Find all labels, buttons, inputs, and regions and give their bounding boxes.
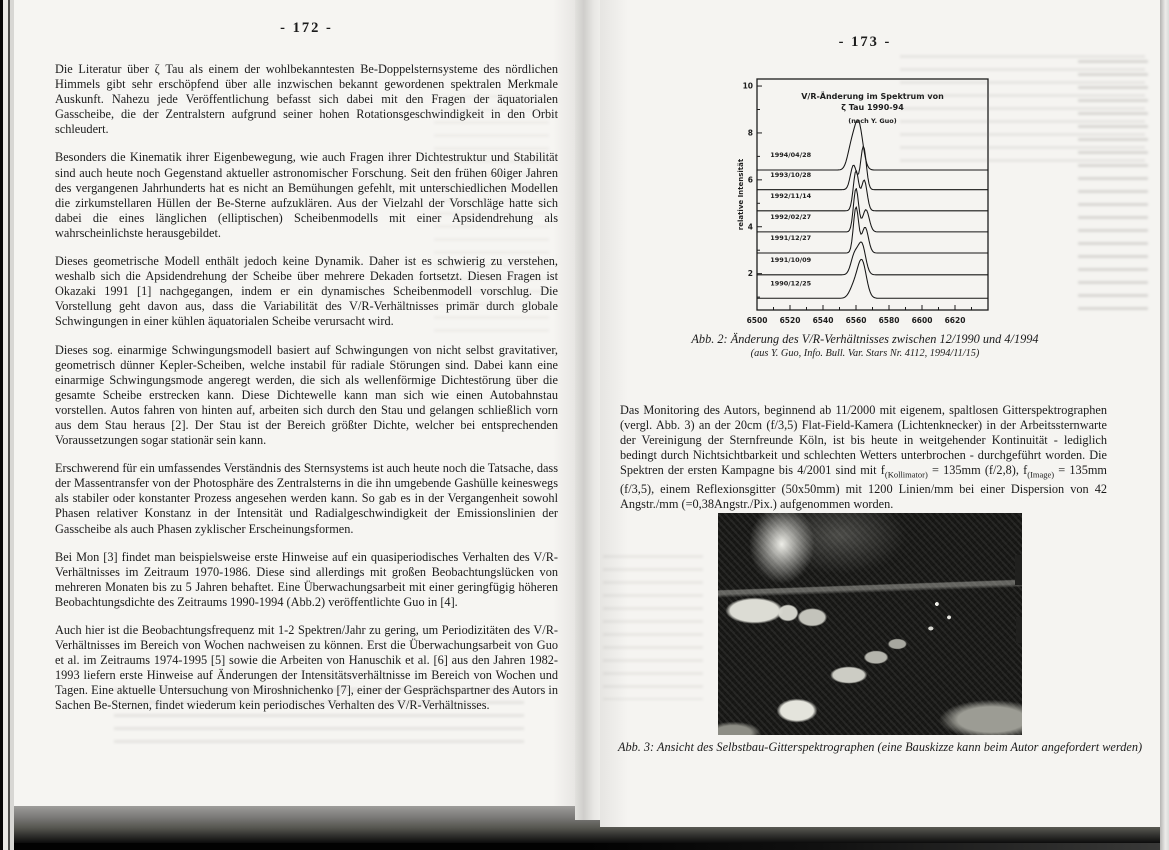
svg-text:6: 6	[747, 175, 753, 185]
page-number-right: - 173 -	[838, 34, 892, 50]
left-paragraph-1: Die Literatur über ζ Tau als einem der wohlbekanntesten Be-Doppelsternsysteme des nördlichen Himmels gibt sehr erschöpfend über alle inzwischen bekannt gewordenen spektralen Merkmale Auskunft. Nahezu jede Veröffentlichung befasst sich dabei mit den Fragen der äquatorialen Gasscheibe, die der Zentralstern aufgrund seiner hohen Rotationsgeschwindigkeit in den Orbit schleudert.	[55, 62, 558, 137]
left-paragraph-7: Auch hier ist die Beobachtungsfrequenz mit 1-2 Spektren/Jahr zu gering, um Periodizitäten des V/R-Verhältnisses im Bereich von Wochen nachweisen zu können. Erst die Überwachungsarbeit von Guo et al. im Zeitraums 1974-1995 [5] sowie die Arbeiten von Hanuschik et al. [6] aus den Jahren 1982-1993 liefern erste Hinweise auf Änderungen der Intensitätsverhältnisse im Bereich von Wochen und Tagen. Eine aktuelle Untersuchung von Miroshnichenko [7], einer der Gesprächspartner des Autors in Sachen Be-Sternen, findet wiederum kein periodisches Verhalten des V/R-Verhältnisses.	[55, 623, 558, 713]
svg-text:1994/04/28: 1994/04/28	[770, 151, 812, 160]
svg-text:1990/12/25: 1990/12/25	[770, 279, 812, 288]
left-paragraph-6: Bei Mon [3] findet man beispielsweise erste Hinweise auf ein quasiperiodisches Verhalten des V/R-Verhältnisses im Zeitraum 1970-1986. Diese sind allerdings mit großen Beobachtungslücken von mehreren Monaten bis zu 5 Jahren behaftet. Eine Überwachungsarbeit mit einer geringfügig höheren Beobachtungsdichte des Zeitraums 1990-1994 (Abb.2) veröffentlichte Guo in [4].	[55, 549, 558, 609]
svg-text:V/R-Änderung im Spektrum von: V/R-Änderung im Spektrum von	[801, 92, 944, 101]
left-paragraph-2: Besonders die Kinematik ihrer Eigenbewegung, wie auch Fragen ihrer Dichtestruktur und Stabilität sind auch heute noch Gegenstand aktueller astronomischer Forschung. Seit den frühen 60iger Jahren des vergangenen Jahrhunderts hat es nicht an Bemühungen gefehlt, mit unterschiedlichen Modellen die zirkumstellaren Hüllen der Be-Sterne aufzuklären. Aus der Vielzahl der Vorschläge hatte sich dabei die eines länglichen (elliptischen) Scheibenmodells mit einer Apsidendrehung als wahrscheinlichste herausgebildet.	[55, 150, 558, 240]
svg-text:6500: 6500	[746, 316, 768, 325]
left-paragraph-4: Dieses sog. einarmige Schwingungsmodell basiert auf Schwingungen von nicht selbst gravitativer, geometrisch dünner Kepler-Scheiben, welche instabil für radiale Störungen sind. Dabei kann eine einarmige Schwingungsmode angeregt werden, die sich als wellenförmige Dichtestörung über die gesamte Scheibe erstrecken kann. Diese Dichtewelle kann man sich wie einen Autobahnstau vorstellen. Autos fahren von hinten auf, arbeiten sich durch den Stau und gelangen schließlich vorn aus dem Stau heraus [2]. Der Stau ist der Bereich größter Dichte, welcher bei entsprechenden Voraussetzungen sogar stationär sein kann.	[55, 342, 558, 448]
scan-right-edge	[1160, 0, 1169, 850]
left-page	[14, 0, 575, 806]
bleed-through-left-margin	[434, 95, 549, 335]
scanner-black-edge	[0, 843, 1169, 850]
svg-text:1992/02/27: 1992/02/27	[770, 213, 812, 222]
photo-detail	[1016, 617, 1022, 643]
svg-text:6620: 6620	[944, 316, 966, 325]
svg-text:6600: 6600	[911, 316, 933, 325]
svg-text:1992/11/14: 1992/11/14	[770, 191, 812, 200]
figure2-source: (aus Y. Guo, Info. Bull. Var. Stars Nr. 4112, 1994/11/15)	[750, 348, 980, 359]
left-paragraph-3: Dieses geometrische Modell enthält jedoch keine Dynamik. Daher ist es schwierig zu verstehen, weshalb sich die Apsidendrehung der Scheibe über mehrere Dekaden fortsetzt. Diesen Fragen ist Okazaki 1991 [1] nachgegangen, indem er ein dynamisches Scheibenmodell vorschlug. Die Vorstellung geht davon aus, dass die Variabilität des V/R-Verhältnisses primär durch globale Schwingungen in einer kühlen äquatorialen Scheibe verursacht wird.	[55, 254, 558, 329]
svg-text:6580: 6580	[878, 316, 900, 325]
photo-detail	[1015, 555, 1022, 585]
figure2-caption-block	[635, 332, 1095, 359]
monitoring-paragraph: Das Monitoring des Autors, beginnend ab 11/2000 mit eigenem, spaltlosen Gitterspektrographen (vergl. Abb. 3) an der 20cm (f/3,5) Flat-Field-Kamera (Lichtenknecker) in der Arbeitssternwarte der Vereinigung der Sternfreunde Köln, ist bis heute in weitgehender Kontinuität - lediglich bedingt durch Nichtsichtbarkeit und schlechten Wetters unterbrochen - durchgeführt worden. Die Spektren der ersten Kampagne bis 4/2001 sind mit $f_{(Kollimator)} = 135mm$ (f/2,8), $f_{(Image)} = 135mm$ (f/3,5), einem Reflexionsgitter (50x50mm) mit 1200 Linien/mm bei einer Dispersion von 42 Angstr./mm (=0,38Angstr./Pix.) aufgenommen worden.	[620, 403, 1107, 512]
svg-text:1993/10/28: 1993/10/28	[770, 170, 812, 179]
svg-text:6560: 6560	[845, 316, 867, 325]
bleed-through-left-bottom	[114, 688, 524, 750]
svg-text:relative Intensität: relative Intensität	[737, 158, 745, 231]
svg-text:ζ Tau 1990-94: ζ Tau 1990-94	[841, 103, 904, 112]
svg-text:8: 8	[747, 128, 753, 138]
book-gutter-shadow	[575, 0, 600, 820]
figure3-caption: Abb. 3: Ansicht des Selbstbau-Gitterspektrographen (eine Bauskizze kann beim Autor angefordert werden)	[617, 740, 1143, 754]
svg-text:10: 10	[742, 81, 753, 91]
svg-text:2: 2	[747, 269, 753, 279]
svg-text:6540: 6540	[812, 316, 834, 325]
scan-left-edge	[0, 0, 14, 850]
spectrograph-photo	[718, 513, 1022, 735]
bleed-through-photo-margin	[603, 555, 703, 700]
svg-text:1991/12/27: 1991/12/27	[770, 234, 812, 243]
figure2-caption: Abb. 2: Änderung des V/R-Verhältnisses zwischen 12/1990 und 4/1994	[691, 332, 1039, 346]
left-paragraph-5: Erschwerend für ein umfassendes Verständnis des Sternsystems ist auch heute noch die Tatsache, dass der Massentransfer von der Photosphäre des Zentralsterns in die ihn umgebende Gashülle keineswegs als stabiler oder konstanter Prozess angesehen werden kann. So gab es in der Vergangenheit sowohl Phasen relativer Konstanz in der Intensität und Radialgeschwindigkeit der Emissionslinien der Gasscheibe als auch Phasen zyklischer Erscheinungsformen.	[55, 461, 558, 536]
svg-text:6520: 6520	[779, 316, 801, 325]
right-page	[600, 0, 1160, 827]
svg-text:(nach Y. Guo): (nach Y. Guo)	[848, 117, 897, 125]
svg-text:1991/10/09: 1991/10/09	[770, 255, 812, 264]
svg-text:4: 4	[747, 222, 753, 232]
bleed-through-right-edge	[1078, 60, 1148, 315]
page-number-left: - 172 -	[280, 20, 333, 36]
